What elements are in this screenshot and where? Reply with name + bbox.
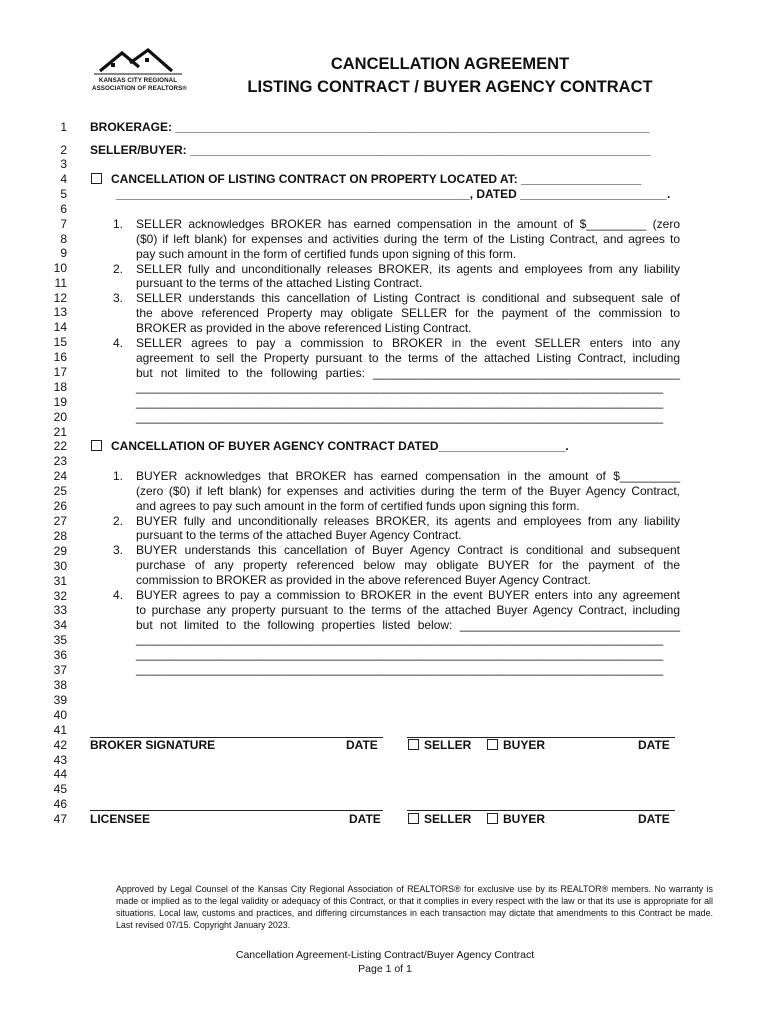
term-number: 4.: [113, 335, 124, 350]
line-number: 39: [53, 693, 67, 707]
line-number: 33: [53, 603, 67, 617]
line-number: 27: [53, 514, 67, 528]
logo-text-line2: ASSOCIATION OF REALTORS®: [92, 85, 187, 92]
term-text-line: agreement to sell the Property pursuant to the terms of the attached Listing Contract, including: [136, 350, 680, 365]
line-number: 28: [53, 529, 67, 543]
term-text-line[interactable]: but not limited to the following parties: ______________________________________________: [136, 365, 680, 380]
term-number: 2.: [113, 261, 124, 276]
line-number: 18: [53, 380, 67, 394]
term-text-line: BUYER agrees to pay a commission to BROKER in the event BUYER enters into any agreement: [136, 587, 680, 602]
line-number: 11: [54, 276, 67, 290]
line-number: 9: [60, 246, 67, 260]
term-text-line: SELLER fully and unconditionally releases BROKER, its agents and employees from any liability: [136, 261, 680, 276]
document-subtitle: LISTING CONTRACT / BUYER AGENCY CONTRACT: [247, 78, 653, 96]
term-text-line: BUYER fully and unconditionally releases BROKER, its agents and employees from any liability: [136, 513, 680, 528]
term-text-line: the above referenced Property may obligate SELLER for the payment of the commission to: [136, 306, 680, 321]
seller-checkbox-1[interactable]: [408, 739, 419, 750]
buyer-agency-cancellation-checkbox[interactable]: [91, 440, 102, 451]
line-number: 6: [60, 202, 67, 216]
licensee-signature-line[interactable]: [90, 810, 383, 811]
line-number: 35: [53, 633, 67, 647]
term-text-line: commission to BROKER as provided in the above referenced Buyer Agency Contract.: [136, 572, 591, 587]
listing-cancellation-checkbox[interactable]: [91, 173, 102, 184]
line-number: 47: [53, 812, 67, 826]
term-text-line: pursuant to the terms of the attached Buyer Agency Contract.: [136, 528, 462, 543]
line-number: 30: [53, 559, 67, 573]
line-number: 8: [60, 232, 67, 246]
document-title: CANCELLATION AGREEMENT: [330, 55, 570, 73]
line-number: 15: [53, 335, 67, 349]
legal-disclaimer: Approved by Legal Counsel of the Kansas City Regional Association of REALTORS® for exclusive use by its REALTOR® members. No warranty is made or implied as to the legal validity or adequacy of this Contract, or that it complies in every respect with the law or that its use is appropriate for all situations. Local law, customs and practices, and differing circumstances in each transaction may dictate that amendments to this Contract be made. Last revised 07/15. Copyright January 2023.: [116, 884, 713, 930]
line-number: 41: [53, 723, 67, 737]
line-number: 4: [60, 172, 67, 186]
seller-label-2: SELLER: [424, 812, 472, 826]
line-number: 7: [60, 217, 67, 231]
line-number: 29: [53, 544, 67, 558]
line-number: 36: [53, 648, 67, 662]
buyer-checkbox-2[interactable]: [487, 813, 498, 824]
term-text-line: purchase of any property referenced below may obligate BUYER for the payment of the: [136, 558, 680, 573]
line-number: 37: [53, 663, 67, 677]
broker-signature-label: BROKER SIGNATURE: [90, 738, 216, 752]
term-number: 1.: [113, 217, 124, 231]
line-number: 1: [60, 120, 67, 134]
line-number: 16: [53, 350, 67, 364]
fill-in-blank-line[interactable]: _______________________________________________________________________________: [136, 632, 664, 647]
term-text-line: pay such amount in the form of certified funds upon signing of this form.: [136, 246, 517, 261]
line-number: 45: [53, 782, 67, 796]
term-text-line[interactable]: SELLER acknowledges BROKER has earned compensation in the amount of $_________ (zero: [136, 217, 680, 231]
seller-buyer-date-label-2: DATE: [638, 812, 670, 826]
fill-in-blank-line[interactable]: _______________________________________________________________________________: [136, 380, 664, 395]
fill-in-blank-line[interactable]: _______________________________________________________________________________: [136, 662, 664, 677]
line-number: 2: [60, 143, 67, 157]
term-text-line: to purchase any property pursuant to the terms of the attached Buyer Agency Contract, including: [136, 602, 680, 617]
term-text-line[interactable]: but not limited to the following properties listed below: _________________________________: [136, 617, 680, 632]
term-text-line: pursuant to the terms of the attached Listing Contract.: [136, 276, 423, 291]
seller-buyer-signature-line-2[interactable]: [407, 810, 675, 811]
line-number: 26: [53, 499, 67, 513]
line-number: 38: [53, 678, 67, 692]
line-number: 31: [53, 574, 67, 588]
line-number: 14: [53, 320, 67, 334]
licensee-label: LICENSEE: [90, 812, 151, 826]
line-number: 20: [53, 410, 67, 424]
line-number: 34: [53, 618, 67, 632]
footer-page-number: Page 1 of 1: [358, 963, 412, 975]
line-number: 13: [53, 305, 67, 319]
footer-document-name: Cancellation Agreement-Listing Contract/Buyer Agency Contract: [235, 949, 535, 961]
buyer-label-2: BUYER: [503, 812, 546, 826]
licensee-date-label: DATE: [349, 812, 381, 826]
line-number: 24: [53, 469, 67, 483]
term-number: 2.: [113, 513, 124, 528]
term-text-line[interactable]: BUYER acknowledges that BROKER has earned compensation in the amount of $_________: [136, 469, 680, 483]
brokerage-field[interactable]: BROKERAGE: _______________________________________________________________________: [90, 120, 650, 134]
association-logo: [92, 48, 187, 100]
term-number: 1.: [113, 469, 124, 483]
line-number: 46: [53, 797, 67, 811]
line-number: 22: [53, 439, 67, 453]
term-text-line: (zero ($0) if left blank) for expenses and activities during the term of the Buyer Agency Contract,: [136, 483, 680, 498]
term-number: 3.: [113, 543, 124, 558]
term-text-line: BUYER understands this cancellation of Buyer Agency Contract is conditional and subsequent: [136, 543, 680, 558]
line-number: 32: [53, 589, 67, 603]
line-number: 23: [53, 454, 67, 468]
fill-in-blank-line[interactable]: _______________________________________________________________________________: [136, 395, 664, 410]
line-number: 42: [53, 738, 67, 752]
logo-text-line1: KANSAS CITY REGIONAL: [98, 77, 178, 84]
fill-in-blank-line[interactable]: _______________________________________________________________________________: [136, 410, 664, 425]
line-number: 5: [60, 187, 67, 201]
term-number: 3.: [113, 291, 124, 306]
term-number: 4.: [113, 587, 124, 602]
line-number: 25: [53, 484, 67, 498]
line-number: 21: [53, 425, 67, 439]
fill-in-blank-line[interactable]: _______________________________________________________________________________: [136, 647, 664, 662]
listing-property-date-field[interactable]: _____________________________________________________, DATED ______________________.: [116, 187, 671, 201]
term-text-line: BROKER as provided in the above referenced Listing Contract.: [136, 320, 472, 335]
buyer-label-1: BUYER: [503, 738, 546, 752]
line-number: 43: [53, 753, 67, 767]
line-number: 19: [53, 395, 67, 409]
line-number: 17: [53, 365, 67, 379]
line-number: 44: [53, 767, 67, 781]
listing-cancellation-heading: CANCELLATION OF LISTING CONTRACT ON PROPERTY LOCATED AT: __________________: [111, 172, 642, 186]
line-number: 10: [53, 261, 67, 275]
seller-buyer-field[interactable]: SELLER/BUYER: _____________________________________________________________________: [90, 143, 651, 157]
term-text-line: ($0) if left blank) for expenses and activities during the term of the Listing Contract, and agrees to: [136, 231, 680, 246]
term-text-line: SELLER understands this cancellation of Listing Contract is conditional and subsequent sale of: [136, 291, 680, 306]
line-number: 3: [60, 157, 67, 171]
buyer-agency-cancellation-heading: CANCELLATION OF BUYER AGENCY CONTRACT DATED___________________.: [111, 439, 569, 453]
term-text-line: SELLER agrees to pay a commission to BROKER in the event SELLER enters into any: [136, 335, 680, 350]
term-text-line: and agrees to pay such amount in the form of certified funds upon signing this form.: [136, 498, 580, 513]
line-number: 12: [53, 291, 67, 305]
seller-label-1: SELLER: [424, 738, 472, 752]
line-number: 40: [53, 708, 67, 722]
seller-buyer-date-label-1: DATE: [638, 738, 670, 752]
seller-checkbox-2[interactable]: [408, 813, 419, 824]
broker-date-label: DATE: [346, 738, 378, 752]
buyer-checkbox-1[interactable]: [487, 739, 498, 750]
houses-logo-icon: [92, 48, 184, 76]
